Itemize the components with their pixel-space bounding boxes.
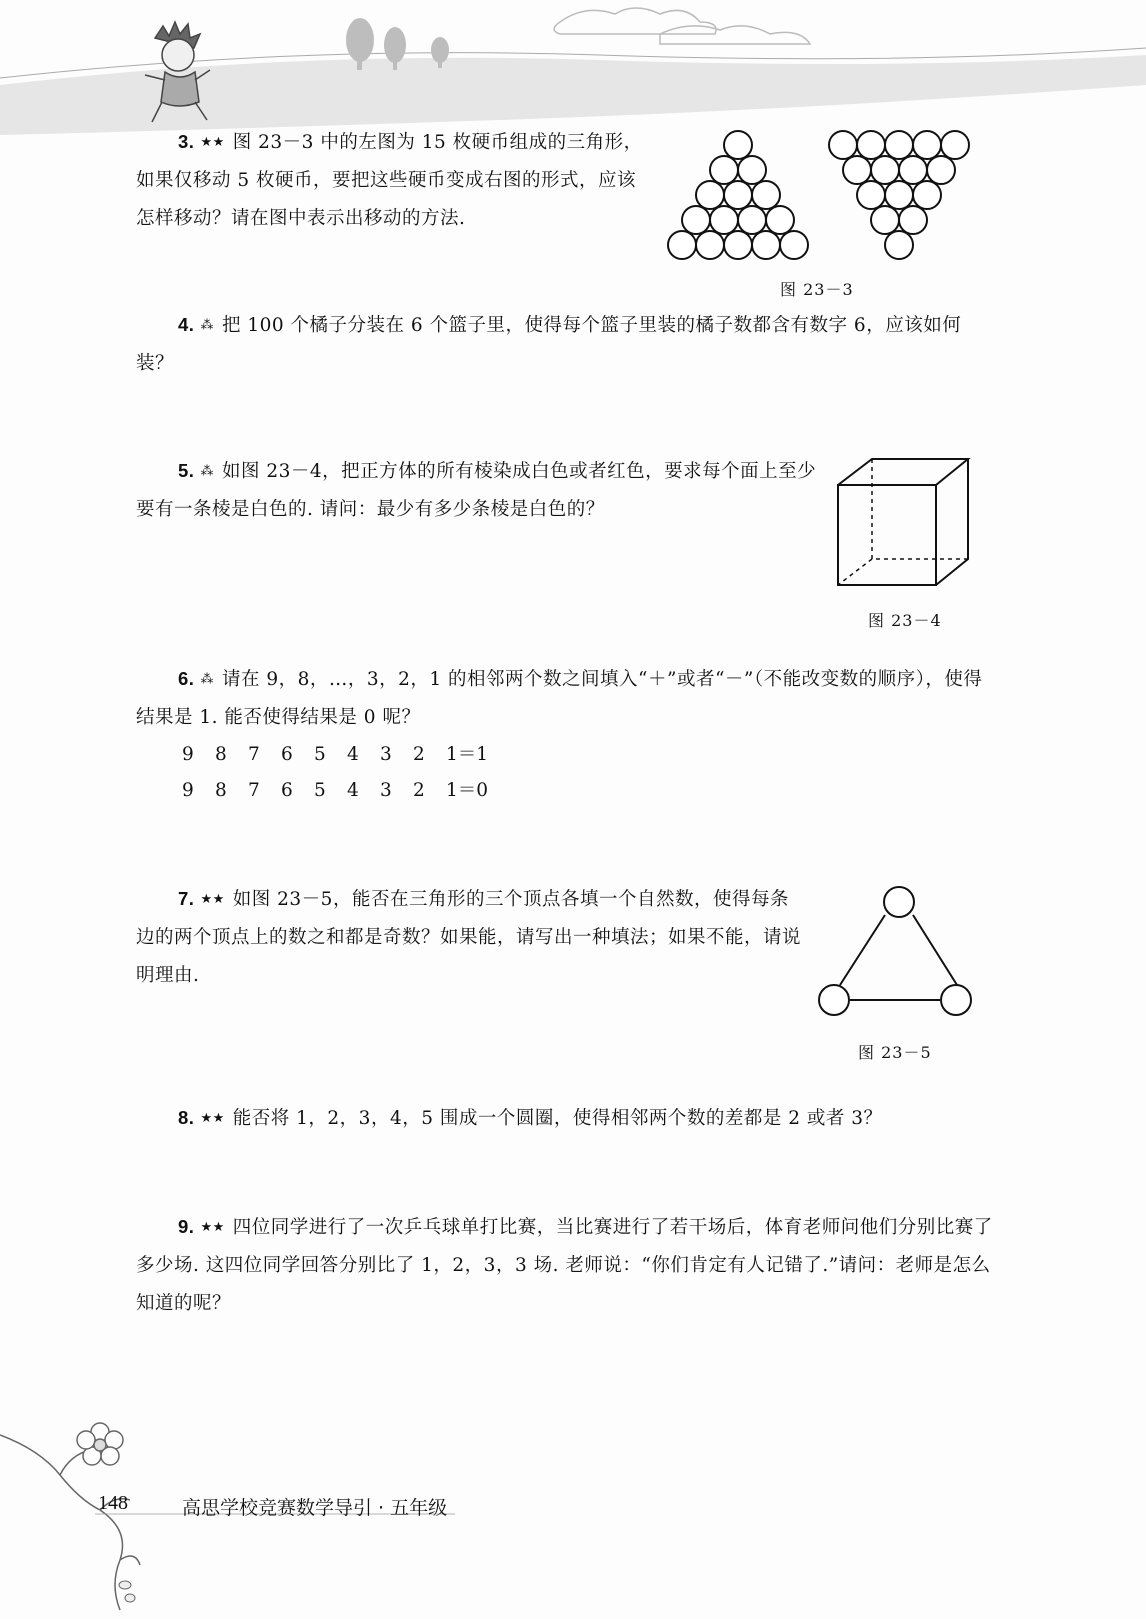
difficulty-stars: ⁂ bbox=[200, 318, 214, 333]
seq-digit: 8 bbox=[215, 780, 227, 801]
problem-3 bbox=[136, 123, 646, 238]
figure-caption-23-5: 图 23－5 bbox=[858, 1043, 932, 1062]
book-title: 高思学校竞赛数学导引 · 五年级 bbox=[182, 1497, 448, 1519]
seq-digit: 9 bbox=[182, 780, 194, 801]
cube-figure bbox=[835, 455, 975, 590]
seq-result: 1＝1 bbox=[446, 744, 489, 765]
seq-digit: 7 bbox=[248, 744, 260, 765]
problem-number: 7. bbox=[178, 888, 195, 909]
problem-number: 4. bbox=[178, 314, 195, 335]
seq-digit: 2 bbox=[413, 780, 425, 801]
difficulty-stars: ★★ bbox=[200, 1111, 225, 1126]
problem-text: 四位同学进行了一次乒乓球单打比赛，当比赛进行了若干场后，体育老师问他们分别比赛了多少场. 这四位同学回答分别比了 1，2，3，3 场. 老师说：“你们肯定有人记错了.”请问：老师是怎么知道的呢？ bbox=[136, 1217, 993, 1314]
flower-icon bbox=[77, 1423, 123, 1465]
problem-5 bbox=[136, 452, 826, 529]
seq-digit: 3 bbox=[380, 744, 392, 765]
problem-9 bbox=[136, 1208, 996, 1323]
difficulty-stars: ★★ bbox=[200, 135, 225, 150]
header-illustration bbox=[0, 0, 1146, 135]
problem-text: 如图 23－5，能否在三角形的三个顶点各填一个自然数，使得每条边的两个顶点上的数之和都是奇数？如果能，请写出一种填法；如果不能，请说明理由. bbox=[136, 889, 802, 986]
problem-text: 如图 23－4，把正方体的所有棱染成白色或者红色，要求每个面上至少要有一条棱是白色的. 请问：最少有多少条棱是白色的？ bbox=[136, 461, 817, 520]
problem-number: 5. bbox=[178, 460, 195, 481]
problem-text: 把 100 个橘子分装在 6 个篮子里，使得每个篮子里装的橘子数都含有数字 6，应该如何装？ bbox=[136, 315, 962, 374]
seq-digit: 6 bbox=[281, 744, 293, 765]
problem-text: 请在 9，8，…，3，2，1 的相邻两个数之间填入“＋”或者“－”（不能改变数的顺序），使得结果是 1. 能否使得结果是 0 呢？ bbox=[136, 669, 983, 728]
problem-number: 3. bbox=[178, 131, 195, 152]
equation-row-1 bbox=[182, 740, 488, 766]
seq-digit: 6 bbox=[281, 780, 293, 801]
problem-number: 9. bbox=[178, 1216, 195, 1237]
coin-triangle-figure bbox=[660, 128, 980, 268]
seq-digit: 2 bbox=[413, 744, 425, 765]
seq-digit: 3 bbox=[380, 780, 392, 801]
seq-digit: 9 bbox=[182, 744, 194, 765]
seq-digit: 5 bbox=[314, 744, 326, 765]
problem-6 bbox=[136, 660, 996, 737]
problem-number: 6. bbox=[178, 668, 195, 689]
page-number: 148 bbox=[98, 1492, 128, 1514]
problem-7 bbox=[136, 880, 801, 995]
seq-result: 1＝0 bbox=[446, 780, 489, 801]
problem-4 bbox=[136, 306, 996, 383]
problem-text: 能否将 1，2，3，4，5 围成一个圆圈，使得相邻两个数的差都是 2 或者 3？ bbox=[232, 1108, 883, 1129]
difficulty-stars: ★★ bbox=[200, 892, 225, 907]
seq-digit: 5 bbox=[314, 780, 326, 801]
difficulty-stars: ★★ bbox=[200, 1220, 225, 1235]
equation-row-2 bbox=[182, 776, 488, 802]
problem-8 bbox=[136, 1099, 996, 1138]
seq-digit: 8 bbox=[215, 744, 227, 765]
problem-number: 8. bbox=[178, 1107, 195, 1128]
triangle-figure bbox=[815, 885, 975, 1020]
problem-text: 图 23－3 中的左图为 15 枚硬币组成的三角形，如果仅移动 5 枚硬币，要把这些硬币变成右图的形式，应该怎样移动？请在图中表示出移动的方法. bbox=[136, 132, 643, 229]
figure-caption-23-3: 图 23－3 bbox=[780, 280, 854, 299]
difficulty-stars: ⁂ bbox=[200, 464, 214, 479]
seq-digit: 4 bbox=[347, 744, 359, 765]
seq-digit: 4 bbox=[347, 780, 359, 801]
figure-caption-23-4: 图 23－4 bbox=[868, 611, 942, 630]
difficulty-stars: ⁂ bbox=[200, 672, 214, 687]
seq-digit: 7 bbox=[248, 780, 260, 801]
